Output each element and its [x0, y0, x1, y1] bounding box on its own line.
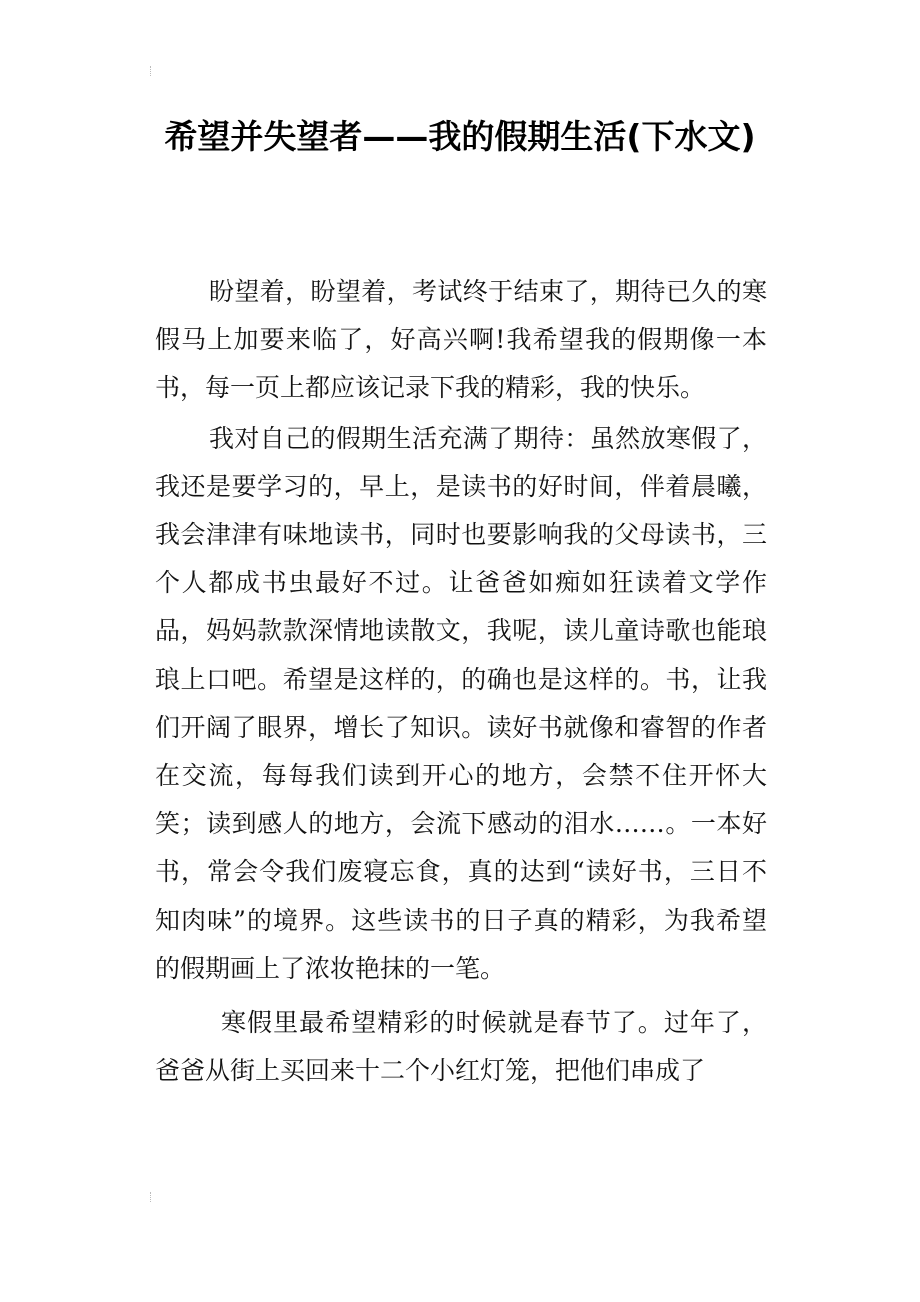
paragraph-2: 我对自己的假期生活充满了期待：虽然放寒假了，我还是要学习的，早上，是读书的好时间，伴着晨曦，我会津津有味地读书，同时也要影响我的父母读书，三个人都成书虫最好不过。让爸爸如痴如狂读着文学作品，妈妈款款深情地读散文，我呢，读儿童诗歌也能琅琅上口吧。希望是这样的，的确也是这样的。书，让我们开阔了眼界，增长了知识。读好书就像和睿智的作者在交流，每每我们读到开心的地方，会禁不住开怀大笑；读到感人的地方，会流下感动的泪水……。一本好书，常会令我们废寝忘食，真的达到“读好书，三日不知肉味”的境界。这些读书的日子真的精彩，为我希望的假期画上了浓妆艳抹的一笔。 — [155, 423, 767, 983]
bottom-corner-mark — [150, 1192, 157, 1202]
paragraph-3: 寒假里最希望精彩的时候就是春节了。过年了，爸爸从街上买回来十二个小红灯笼，把他们串成了 — [155, 1008, 767, 1086]
article-body — [155, 268, 767, 1095]
article-title: 希望并失望者——我的假期生活(下水文) — [164, 117, 756, 156]
paragraph-1: 盼望着，盼望着，考试终于结束了，期待已久的寒假马上加要来临了，好高兴啊!我希望我的假期像一本书，每一页上都应该记录下我的精彩，我的快乐。 — [155, 277, 767, 403]
top-corner-mark — [150, 66, 157, 76]
